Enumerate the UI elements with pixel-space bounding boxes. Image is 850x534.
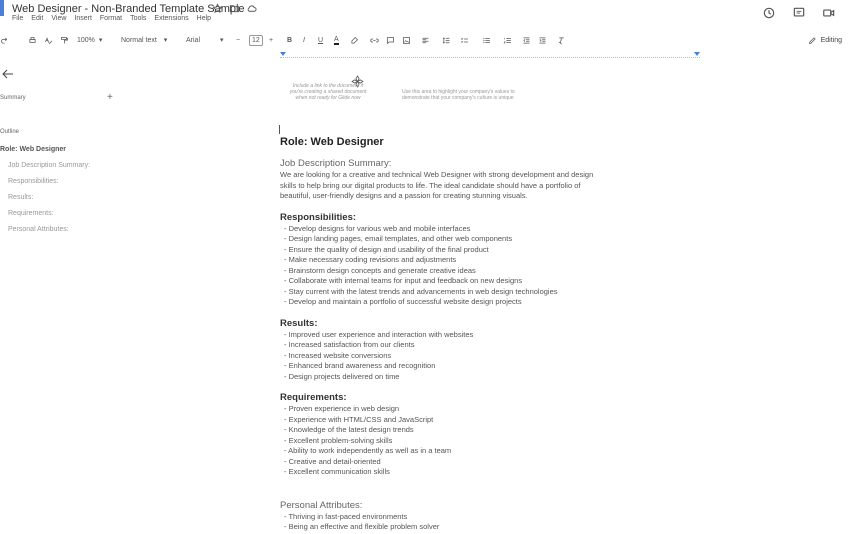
- title-bar: [0, 0, 850, 30]
- add-summary-icon[interactable]: +: [107, 92, 113, 103]
- attributes-heading: Personal Attributes:: [280, 499, 363, 511]
- responsibilities-list: [280, 224, 600, 308]
- zoom-select[interactable]: [77, 32, 102, 48]
- menu-edit[interactable]: Edit: [31, 15, 44, 22]
- list-item: - Improved user experience and interaction with websites: [280, 330, 600, 341]
- outline-item-summary[interactable]: Job Description Summary:: [8, 162, 91, 169]
- chevron-down-icon: ▾: [163, 37, 168, 44]
- font-value: Arial: [186, 36, 201, 44]
- right-indent-marker[interactable]: [694, 52, 700, 56]
- back-arrow-icon[interactable]: [2, 69, 14, 79]
- outline-item-role[interactable]: Role: Web Designer: [0, 146, 66, 153]
- outline-item-requirements[interactable]: Requirements:: [8, 210, 54, 217]
- list-item: - Knowledge of the latest design trends: [280, 425, 600, 436]
- list-item: - Ability to work independently as well as in a team: [280, 446, 600, 457]
- comment-icon[interactable]: [386, 36, 395, 45]
- list-item: - Brainstorm design concepts and generate creative ideas: [280, 266, 600, 277]
- bold-button[interactable]: B: [287, 36, 293, 44]
- list-item: - Design landing pages, email templates, and other web components: [280, 234, 600, 245]
- document-title[interactable]: Web Designer - Non-Branded Template Sample: [12, 3, 245, 15]
- outline-item-results[interactable]: Results:: [8, 194, 34, 201]
- chevron-down-icon: ▾: [98, 37, 103, 44]
- list-item: - Stay current with the latest trends and advancements in web design technologies: [280, 287, 600, 298]
- attributes-list: [280, 512, 600, 533]
- version-history-icon[interactable]: [762, 6, 776, 20]
- menu-extensions[interactable]: Extensions: [154, 15, 189, 22]
- summary-heading: Job Description Summary:: [280, 158, 392, 169]
- image-icon[interactable]: [402, 36, 411, 45]
- outline-label: Outline: [0, 129, 20, 135]
- comments-icon[interactable]: [792, 6, 806, 20]
- cloud-status-icon[interactable]: [246, 3, 257, 14]
- text-color-button[interactable]: [334, 32, 339, 48]
- decrease-indent-icon[interactable]: [522, 36, 531, 45]
- text-cursor: [279, 125, 280, 134]
- list-item: - Proven experience in web design: [280, 404, 600, 415]
- list-item: - Increased satisfaction from our clients: [280, 340, 600, 351]
- zoom-value: 100%: [77, 36, 95, 44]
- document-outline-panel: [0, 60, 150, 260]
- list-item: - Excellent communication skills: [280, 467, 600, 478]
- star-icon[interactable]: [212, 3, 223, 14]
- header-left-note: Include a link to the document if you're creating a shared document when not ready for Glide now: [289, 83, 367, 101]
- font-select[interactable]: [186, 32, 224, 48]
- list-item: - Develop designs for various web and mobile interfaces: [280, 224, 600, 235]
- print-icon[interactable]: [28, 36, 37, 45]
- list-item: - Thriving in fast-paced environments: [280, 512, 600, 523]
- results-list: [280, 330, 600, 383]
- list-item: - Increased website conversions: [280, 351, 600, 362]
- list-item: - Make necessary coding revisions and adjustments: [280, 255, 600, 266]
- checklist-icon[interactable]: [460, 36, 469, 45]
- ruler[interactable]: [280, 52, 700, 58]
- italic-button[interactable]: I: [303, 36, 305, 44]
- underline-button[interactable]: U: [318, 36, 324, 44]
- menu-file[interactable]: File: [12, 15, 24, 22]
- align-icon[interactable]: [421, 36, 430, 45]
- decrease-font-size-button[interactable]: −: [236, 36, 241, 44]
- responsibilities-heading: Responsibilities:: [280, 211, 357, 223]
- increase-font-size-button[interactable]: +: [269, 36, 274, 44]
- editing-mode-label: Editing: [820, 36, 842, 44]
- summary-label: Summary: [0, 95, 26, 101]
- bulleted-list-icon[interactable]: [482, 36, 491, 45]
- font-size-input[interactable]: 12: [249, 35, 263, 46]
- requirements-list: [280, 404, 600, 478]
- meet-icon[interactable]: [822, 6, 836, 20]
- list-item: - Develop and maintain a portfolio of successful website design projects: [280, 297, 600, 308]
- list-item: - Enhanced brand awareness and recognition: [280, 361, 600, 372]
- style-value: Normal text: [121, 36, 157, 44]
- clear-formatting-icon[interactable]: [557, 36, 566, 45]
- summary-paragraph: We are looking for a creative and technical Web Designer with strong development and design skills to help bring our digital products to life. The ideal candidate should have a portfolio of beautiful, user-friendly designs and a passion for creating stunning visuals.: [280, 170, 594, 200]
- toolbar: [0, 32, 850, 48]
- requirements-heading: Requirements:: [280, 392, 347, 403]
- list-item: - Experience with HTML/CSS and JavaScript: [280, 415, 600, 426]
- style-select[interactable]: [121, 32, 167, 48]
- highlight-icon[interactable]: [350, 36, 359, 45]
- chevron-down-icon: ▾: [220, 37, 224, 44]
- menu-view[interactable]: View: [51, 15, 67, 22]
- menu-bar: [12, 15, 211, 22]
- text-color-icon: A: [334, 35, 339, 43]
- redo-icon[interactable]: [0, 36, 9, 45]
- line-spacing-icon[interactable]: [442, 36, 451, 45]
- pencil-icon: [808, 36, 817, 45]
- paint-format-icon[interactable]: [60, 36, 69, 45]
- outline-item-responsibilities[interactable]: Responsibilities:: [8, 178, 59, 185]
- list-item: - Creative and detail-oriented: [280, 457, 600, 468]
- document-body[interactable]: [280, 136, 600, 533]
- list-item: - Collaborate with internal teams for input and feedback on new designs: [280, 276, 600, 287]
- increase-indent-icon[interactable]: [538, 36, 547, 45]
- list-item: - Excellent problem-solving skills: [280, 436, 600, 447]
- menu-help[interactable]: Help: [196, 15, 212, 22]
- left-indent-marker[interactable]: [280, 52, 286, 56]
- menu-format[interactable]: Format: [99, 15, 123, 22]
- spellcheck-icon[interactable]: [44, 36, 53, 45]
- link-icon[interactable]: [370, 36, 379, 45]
- menu-tools[interactable]: Tools: [130, 15, 147, 22]
- list-item: - Ensure the quality of design and usability of the final product: [280, 245, 600, 256]
- move-folder-icon[interactable]: [229, 3, 240, 14]
- editing-mode-button[interactable]: [808, 32, 842, 48]
- header-right-note: Use this area to highlight your company's values to demonstrate that your company's culture is unique: [402, 89, 515, 101]
- list-item: - Being an effective and flexible problem solver: [280, 522, 600, 533]
- menu-insert[interactable]: Insert: [74, 15, 92, 22]
- results-heading: Results:: [280, 317, 318, 329]
- outline-item-attributes[interactable]: Personal Attributes:: [8, 226, 69, 233]
- document-heading: Role: Web Designer: [280, 136, 384, 148]
- numbered-list-icon[interactable]: [503, 36, 512, 45]
- list-item: - Design projects delivered on time: [280, 372, 600, 383]
